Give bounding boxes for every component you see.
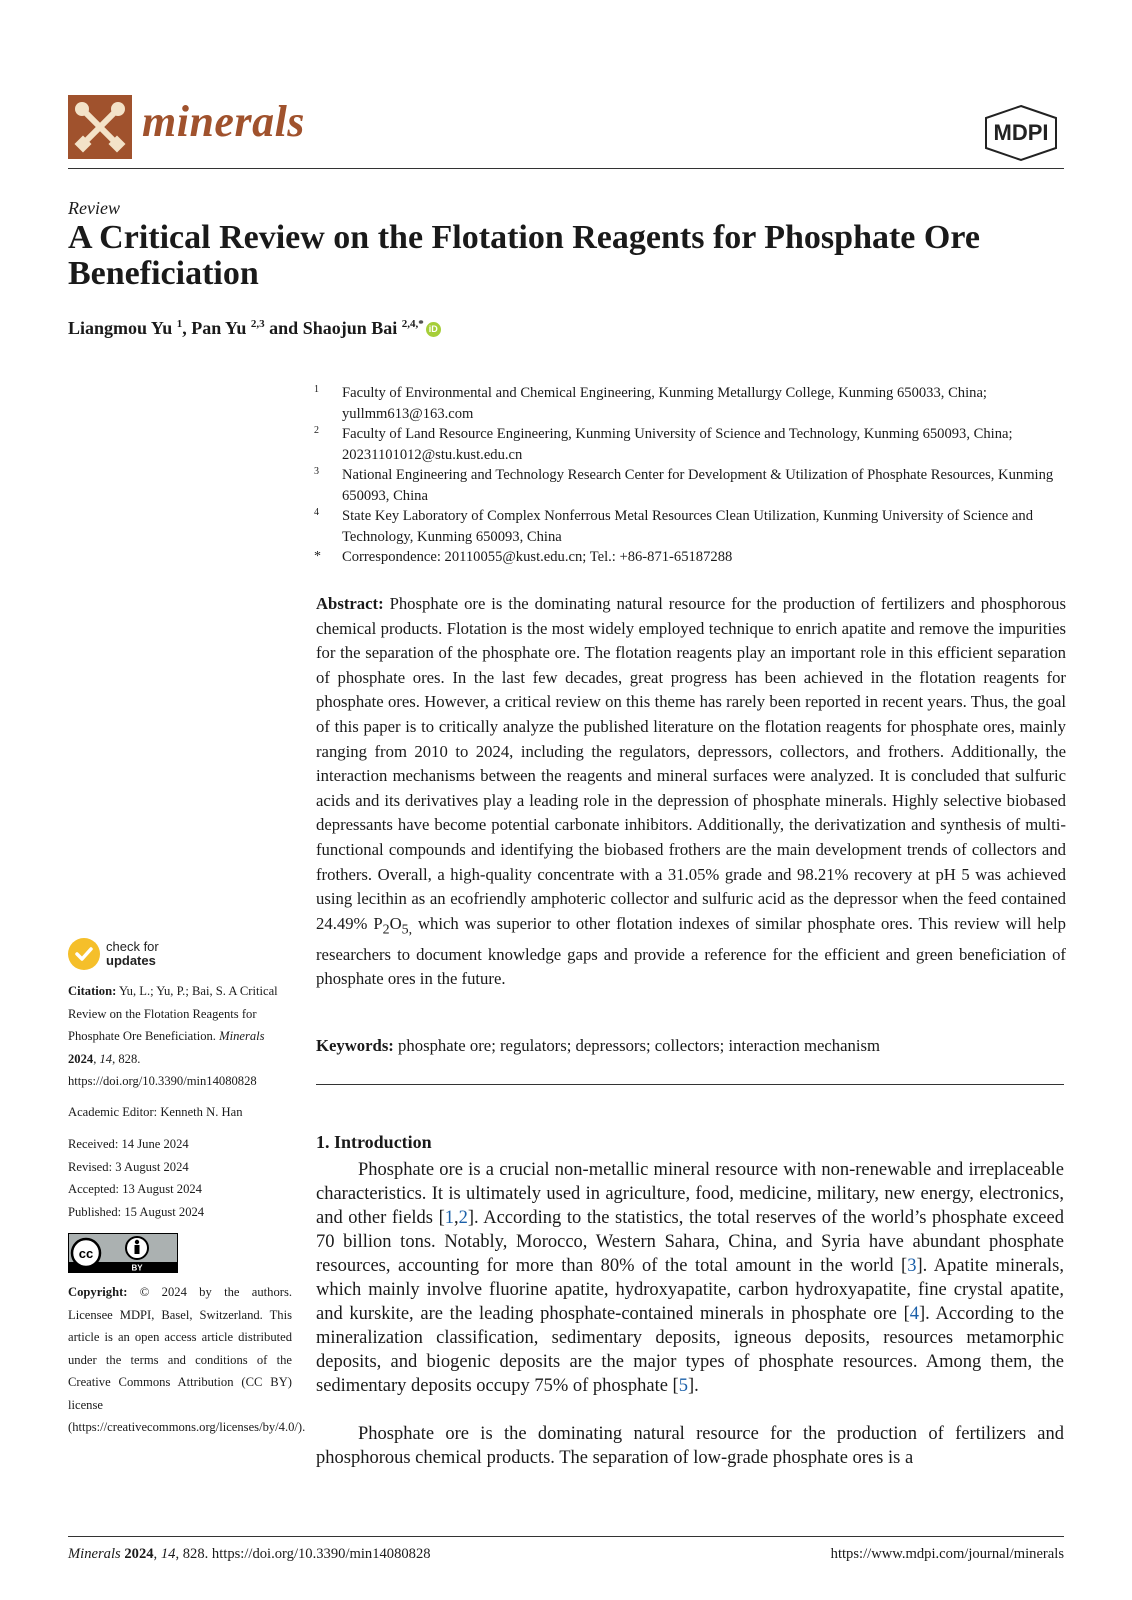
correspondence-marker: * xyxy=(314,549,321,564)
date-received: Received: 14 June 2024 xyxy=(68,1137,189,1151)
intro-paragraph: Phosphate ore is the dominating natural resource for the production of fertilizers and phosphorous chemical products. The separation of low-grade phosphate ores is a xyxy=(316,1424,1064,1468)
correspondence-text: Correspondence: 20110055@kust.edu.cn; Tel.: +86-871-65187288 xyxy=(342,549,733,565)
keywords-label: Keywords: xyxy=(316,1036,394,1055)
date-published: Published: 15 August 2024 xyxy=(68,1204,205,1219)
text-run: Phosphate ore is a crucial non-metallic mineral resource with non-renewable and irreplaceable characteristics. It is ultimately used in agriculture, food, medicine, military, new energy, electronics, and other fields [ xyxy=(316,1160,1064,1228)
reference-link[interactable]: 1 xyxy=(444,1208,454,1228)
intro-paragraph xyxy=(316,1158,1064,1398)
text-run: ]. According to the statistics, the total reserves of the world’s phosphate exceed 70 billion tons. Notably, Morocco, Western Sahara, China, and Syria have abundant phosphate resources, accounting for more than 80% of the total amount in the world [ xyxy=(316,1208,1064,1276)
keywords-text: phosphate ore; regulators; depressors; collectors; interaction mechanism xyxy=(393,1036,880,1055)
citation: Citation: Yu, L.; Yu, P.; Bai, S. A Critical Review on the Flotation Reagents for Phosphate Ore Beneficiation. Minerals 2024, 14, 828. https://doi.org/10.3390/min14080828 xyxy=(68,984,278,1088)
affiliation-item xyxy=(314,424,1074,465)
affiliation-item xyxy=(314,465,1074,506)
keywords xyxy=(316,1034,1066,1058)
svg-text:cc: cc xyxy=(78,1246,94,1261)
text-run: ]. According to the mineralization classification, sedimentary deposits, igneous deposits, resources metamorphic deposits, and biogenic deposits are the major types of phosphate resources. Among them, the sedimentary deposits occupy 75% of phosphate [ xyxy=(316,1304,1064,1396)
reference-link[interactable]: 4 xyxy=(909,1304,919,1324)
citation-year: 2024 xyxy=(68,1051,94,1066)
mdpi-logo-text: MDPI xyxy=(993,120,1049,145)
section-rule xyxy=(316,1084,1064,1085)
citation-label: Citation: xyxy=(68,984,117,998)
footer-citation: Minerals 2024, 14, 828. https://doi.org/10.3390/min14080828 xyxy=(68,1546,431,1562)
affiliation-item xyxy=(314,506,1074,547)
check-updates-icon xyxy=(68,938,100,970)
reference-link[interactable]: 2 xyxy=(458,1208,468,1228)
minerals-logo-icon xyxy=(68,95,132,159)
author-name: Shaojun Bai xyxy=(302,318,398,338)
footer-volume: 14 xyxy=(160,1546,176,1562)
formula-sub: 2 xyxy=(382,922,390,938)
affiliation-number: 3 xyxy=(314,466,319,477)
cc-by-label: BY xyxy=(131,1263,143,1272)
date-revised: Revised: 3 August 2024 xyxy=(68,1159,189,1174)
abstract xyxy=(316,592,1066,992)
abstract-text: Phosphate ore is the dominating natural resource for the production of fertilizers and phosphorous chemical products. Flotation is the most widely employed technique to enrich apatite and remove the impurities for the separation of the phosphate ore. The flotation reagents play an important role in this efficient separation of phosphate ores. In the last few decades, great progress has been achieved in the flotation reagents for phosphate ores. However, a critical review on this theme has rarely been reported in recent years. Thus, the goal of this paper is to critically analyze the published literature on the flotation reagents for phosphate ores, mainly ranging from 2010 to 2024, including the regulators, depressors, collectors, and frothers. Additionally, the interaction mechanisms between the reagents and mineral surfaces were analyzed. It is concluded that sulfuric acids and its derivatives play a leading role in the depression of phosphate minerals. Highly selective biobased depressants have become potential carbonate inhibitors. Additionally, the derivatization and synthesis of multi-functional compounds and identifying the biobased frothers are the main development trends of collectors and frothers. Overall, a high-quality concentrate with a 31.05% grade and 98.21% recovery at pH 5 was achieved using lecithin as an ecofriendly amphoteric collector and sulfuric acid as the depressor when the feed contained 24.49% P xyxy=(316,594,1066,933)
footer-journal: Minerals xyxy=(68,1546,121,1562)
correspondence-item xyxy=(314,547,1074,568)
affiliation-text: Faculty of Environmental and Chemical Engineering, Kunming Metallurgy College, Kunming 650033, China; yullmm613@163.com xyxy=(342,385,987,422)
author-separator: and xyxy=(264,318,303,338)
affiliation-text: National Engineering and Technology Research Center for Development & Utilization of Phosphate Resources, Kunming 650093, China xyxy=(342,467,1054,504)
author-affil: 2,4,* xyxy=(401,318,424,330)
author-affil: 2,3 xyxy=(250,318,265,330)
orcid-icon[interactable]: iD xyxy=(426,322,441,337)
footer-journal-url[interactable]: https://www.mdpi.com/journal/minerals xyxy=(830,1546,1064,1562)
affiliation-number: 4 xyxy=(314,507,319,518)
copyright-notice xyxy=(68,1281,306,1439)
header-rule xyxy=(68,168,1064,169)
mdpi-logo-icon xyxy=(982,104,1060,162)
copyright-text: © 2024 by the authors. Licensee MDPI, Basel, Switzerland. This article is an open access article distributed under the terms and conditions of the Creative Commons Attribution (CC BY) license (https://creativecommons.org/licenses/by/4.0/). xyxy=(68,1285,306,1434)
author-affil: 1 xyxy=(176,318,183,330)
publication-dates xyxy=(68,1133,292,1223)
footer-rule xyxy=(68,1536,1064,1537)
author-separator: , xyxy=(182,318,192,338)
abstract-label: Abstract: xyxy=(316,594,384,613)
article-type: Review xyxy=(68,198,120,218)
check-updates-label xyxy=(106,940,159,968)
affiliation-list xyxy=(314,383,1074,568)
citation-doi[interactable]: , 828. https://doi.org/10.3390/min14080828 xyxy=(68,1051,257,1088)
affiliation-number: 2 xyxy=(314,425,319,436)
citation-text: Yu, L.; Yu, P.; Bai, S. A Critical Review on the Flotation Reagents for Phosphate Ore Beneficiation. xyxy=(68,984,278,1043)
affiliation-text: State Key Laboratory of Complex Nonferrous Metal Resources Clean Utilization, Kunming University of Science and Technology, Kunming 650093, China xyxy=(342,508,1034,545)
affiliation-text: Faculty of Land Resource Engineering, Kunming University of Science and Technology, Kunming 650093, China; 20231101012@stu.kust.edu.cn xyxy=(342,426,1013,463)
check-updates-line2: updates xyxy=(106,953,156,968)
footer-doi[interactable]: , 828. https://doi.org/10.3390/min14080828 xyxy=(175,1546,431,1562)
reference-link[interactable]: 3 xyxy=(907,1256,917,1276)
formula-sub: 5, xyxy=(401,922,413,938)
academic-editor: Academic Editor: Kenneth N. Han xyxy=(68,1104,243,1119)
author-name: Liangmou Yu xyxy=(68,318,173,338)
formula-text: O xyxy=(389,913,402,933)
article-title: A Critical Review on the Flotation Reagents for Phosphate Ore Beneficiation xyxy=(68,219,980,292)
author-list xyxy=(68,318,441,339)
section-heading: 1. Introduction xyxy=(316,1132,432,1152)
date-accepted: Accepted: 13 August 2024 xyxy=(68,1182,202,1196)
citation-volume: 14 xyxy=(99,1051,113,1066)
check-updates-line1: check for xyxy=(106,939,159,954)
text-run: ]. xyxy=(687,1376,699,1396)
footer-year: 2024 xyxy=(124,1546,154,1562)
text-run: , xyxy=(453,1208,459,1228)
affiliation-number: 1 xyxy=(314,384,319,395)
journal-name: minerals xyxy=(142,97,305,146)
sidebar xyxy=(68,980,306,1439)
check-updates-button[interactable] xyxy=(68,938,178,974)
text-run: ]. Apatite minerals, which mainly involve fluorine apatite, hydroxyapatite, carbon hydroxyapatite, fine crystal apatite, and kurskite, are the leading phosphate-contained minerals in phosphate ore [ xyxy=(316,1256,1064,1324)
citation-journal: Minerals xyxy=(219,1029,265,1043)
reference-link[interactable]: 5 xyxy=(678,1376,688,1396)
affiliation-item xyxy=(314,383,1074,424)
cc-by-icon[interactable] xyxy=(68,1233,178,1273)
abstract-text: which was superior to other flotation indexes of similar phosphate ores. This review will help researchers to document knowledge gaps and provide a reference for the efficient and green beneficiation of phosphate ores in the future. xyxy=(316,913,1066,989)
copyright-label: Copyright: xyxy=(68,1285,128,1299)
author-name: Pan Yu xyxy=(191,318,247,338)
